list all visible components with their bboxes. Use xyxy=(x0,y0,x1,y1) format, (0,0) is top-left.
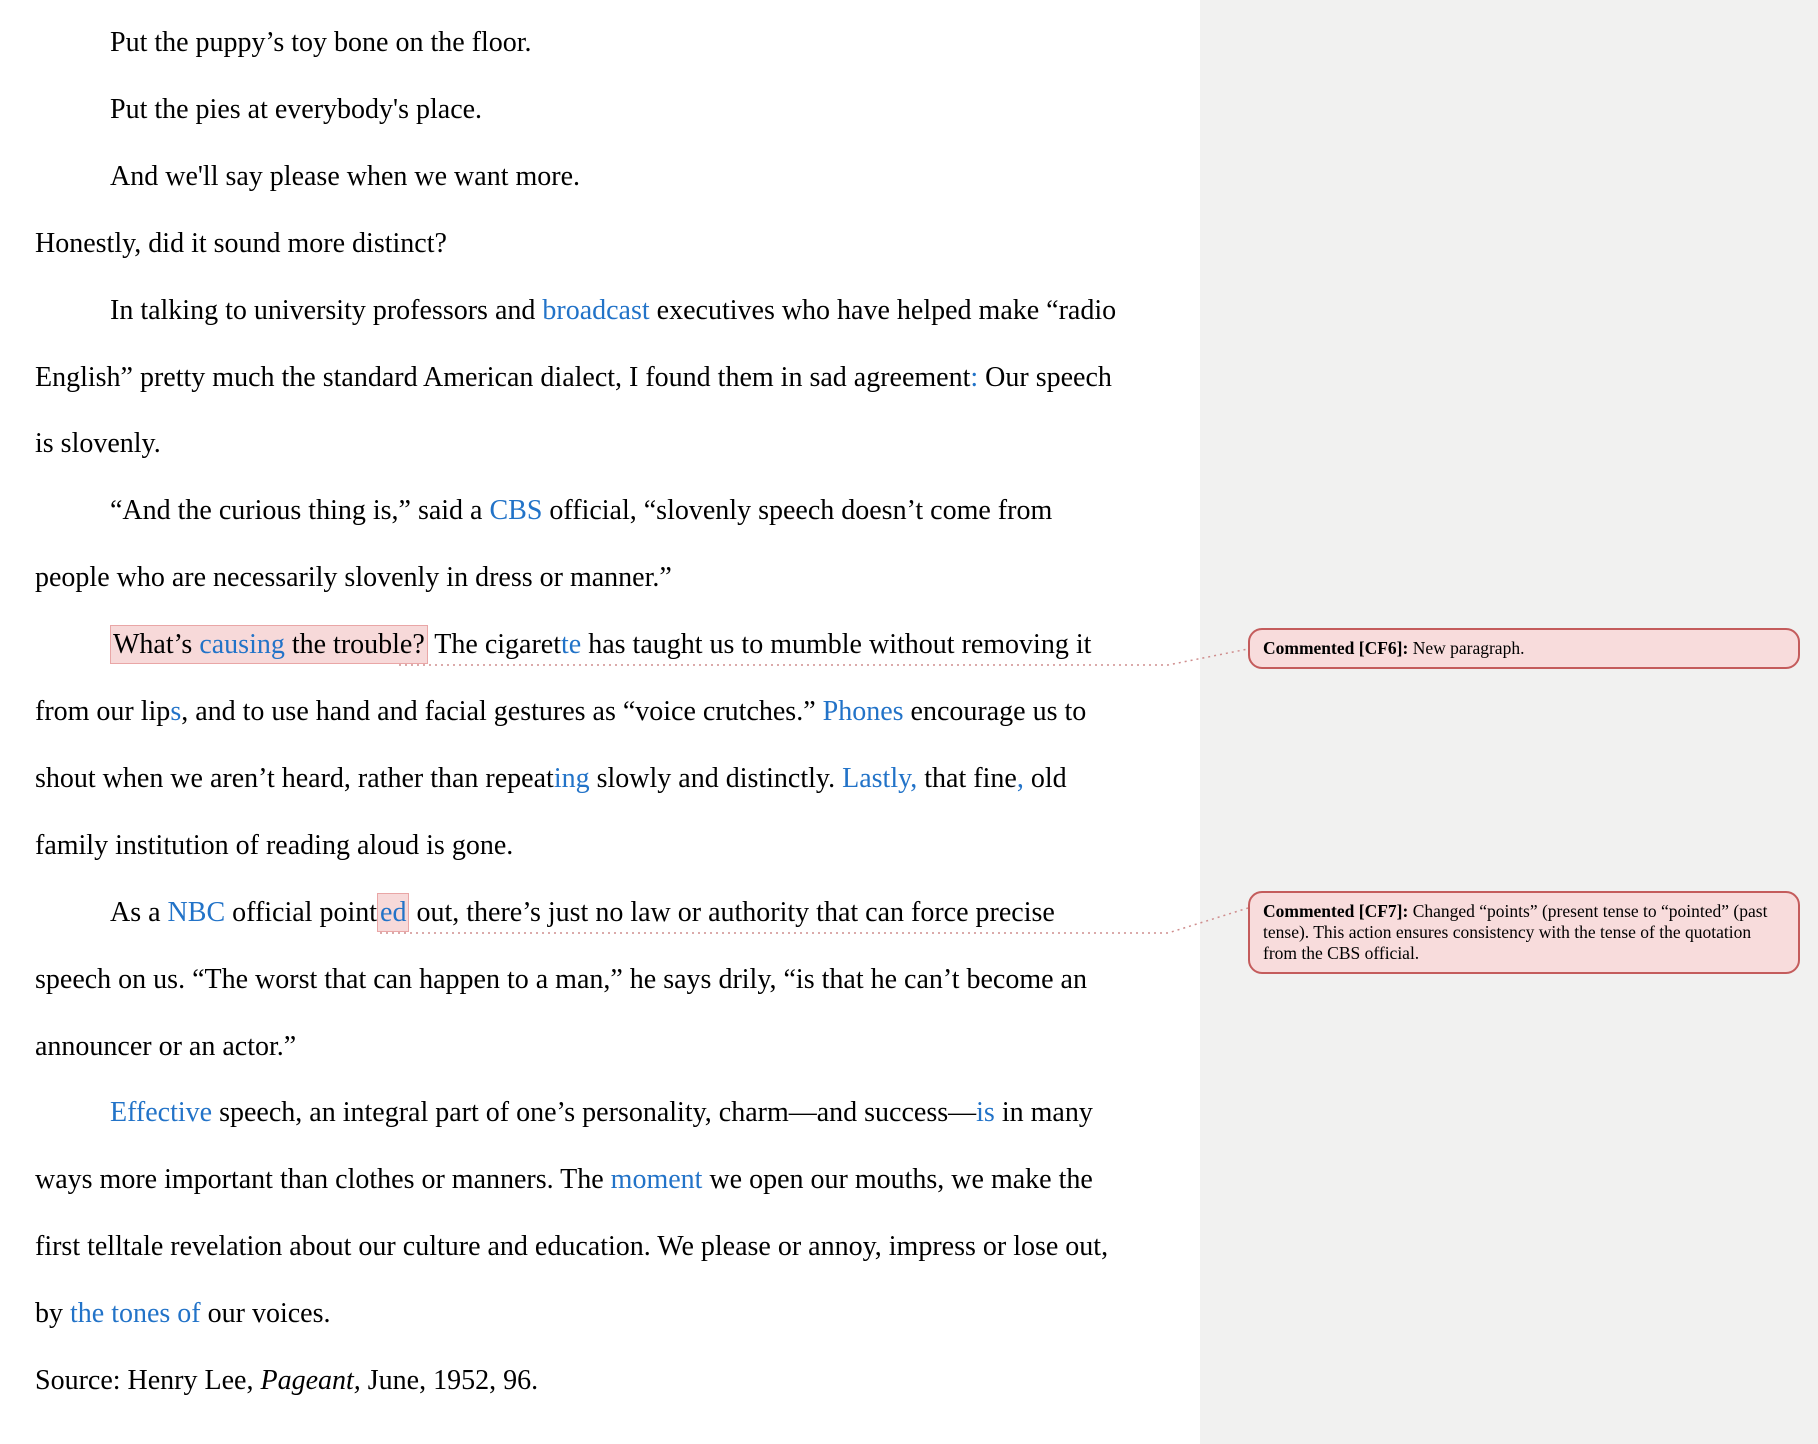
body-text: our voices. xyxy=(200,1298,331,1329)
body-text: Source: Henry Lee, xyxy=(35,1365,261,1396)
body-text: executives who have helped make “radio xyxy=(649,295,1117,326)
body-text: What’s xyxy=(113,629,200,660)
inserted-text: Effective xyxy=(110,1097,213,1128)
inserted-text: ed xyxy=(380,897,407,928)
inserted-text: : xyxy=(970,362,979,393)
body-text: The cigaret xyxy=(427,629,561,660)
body-text: “And the curious thing is,” said a xyxy=(110,495,490,526)
comment-label: Commented [CF7]: xyxy=(1263,901,1409,921)
body-text: has taught us to mumble without removing it xyxy=(581,629,1092,660)
body-text: old xyxy=(1023,763,1067,794)
body-text: ways more important than clothes or manners. The xyxy=(35,1164,611,1195)
body-text: And we'll say please when we want more. xyxy=(110,161,581,192)
inserted-text: , xyxy=(1016,763,1024,794)
text-line[interactable] xyxy=(35,558,672,598)
body-text: shout when we aren’t heard, rather than repeat xyxy=(35,763,554,794)
text-line[interactable] xyxy=(35,692,1086,732)
text-line[interactable] xyxy=(110,893,1055,933)
text-line[interactable] xyxy=(110,625,1091,665)
body-text: As a xyxy=(110,897,168,928)
text-line[interactable] xyxy=(110,23,532,63)
text-line[interactable] xyxy=(35,759,1067,799)
text-line[interactable] xyxy=(35,424,161,464)
inserted-text: is xyxy=(976,1097,995,1128)
text-line[interactable] xyxy=(35,1361,538,1401)
body-text: people who are necessarily slovenly in dress or manner.” xyxy=(35,562,672,593)
body-text: announcer or an actor.” xyxy=(35,1031,297,1062)
text-line[interactable] xyxy=(35,1227,1108,1267)
body-text: official, “slovenly speech doesn’t come from xyxy=(542,495,1053,526)
commented-text-highlight[interactable] xyxy=(377,893,409,932)
body-text: family institution of reading aloud is gone. xyxy=(35,830,514,861)
text-line[interactable] xyxy=(110,90,482,130)
text-line[interactable] xyxy=(35,960,1087,1000)
body-text: from our lip xyxy=(35,696,171,727)
inserted-text: Phones xyxy=(822,696,904,727)
body-text: Put the pies at everybody's place. xyxy=(110,94,483,125)
body-text: by xyxy=(35,1298,70,1329)
inserted-text: the tones of xyxy=(70,1298,201,1329)
text-line[interactable] xyxy=(110,1093,1093,1133)
text-line[interactable] xyxy=(35,1027,296,1067)
text-line[interactable] xyxy=(35,826,513,866)
comment-text: New paragraph. xyxy=(1408,638,1525,658)
body-text: , and to use hand and facial gestures as “voice crutches.” xyxy=(181,696,823,727)
body-text: first telltale revelation about our culture and education. We please or annoy, impress or lose out, xyxy=(35,1231,1109,1262)
body-text: English” pretty much the standard American dialect, I found them in sad agreement xyxy=(35,362,971,393)
italic-text: Pageant, xyxy=(260,1365,361,1396)
body-text: that fine xyxy=(917,763,1017,794)
body-text: the trouble? xyxy=(284,629,425,660)
inserted-text: CBS xyxy=(489,495,543,526)
text-line[interactable] xyxy=(35,358,1112,398)
text-line[interactable] xyxy=(110,491,1052,531)
inserted-text: ing xyxy=(553,763,590,794)
body-text: encourage us to xyxy=(903,696,1087,727)
inserted-text: broadcast xyxy=(542,295,650,326)
comment-text: Changed “points” (present tense to “pointed” (past tense). This action ensures consistency with the tense of the quotation from the CBS official. xyxy=(1263,901,1768,963)
comment-box-cf7[interactable] xyxy=(1248,891,1800,974)
body-text: is slovenly. xyxy=(35,428,161,459)
body-text: Honestly, did it sound more distinct? xyxy=(35,228,447,259)
text-line[interactable] xyxy=(35,1294,331,1334)
body-text: speech, an integral part of one’s personality, charm—and success— xyxy=(212,1097,977,1128)
body-text: June, 1952, 96. xyxy=(360,1365,539,1396)
body-text: slowly and distinctly. xyxy=(589,763,843,794)
inserted-text: causing xyxy=(199,629,285,660)
comment-label: Commented [CF6]: xyxy=(1263,638,1409,658)
inserted-text: NBC xyxy=(167,897,226,928)
body-text: Put the puppy’s toy bone on the floor. xyxy=(110,27,532,58)
text-line[interactable] xyxy=(110,291,1116,331)
body-text: speech on us. “The worst that can happen to a man,” he says drily, “is that he can’t become an xyxy=(35,964,1087,995)
text-line[interactable] xyxy=(35,224,447,264)
body-text: we open our mouths, we make the xyxy=(702,1164,1093,1195)
inserted-text: te xyxy=(561,629,582,660)
text-line[interactable] xyxy=(110,157,580,197)
inserted-text: moment xyxy=(610,1164,703,1195)
body-text: out, there’s just no law or authority that can force precise xyxy=(409,897,1055,928)
inserted-text: s xyxy=(170,696,182,727)
comment-box-cf6[interactable] xyxy=(1248,628,1800,669)
text-line[interactable] xyxy=(35,1160,1093,1200)
commented-text-highlight[interactable] xyxy=(110,625,428,664)
body-text: In talking to university professors and xyxy=(110,295,543,326)
body-text: official point xyxy=(225,897,378,928)
body-text: Our speech xyxy=(978,362,1112,393)
inserted-text: Lastly, xyxy=(842,763,918,794)
body-text: in many xyxy=(994,1097,1093,1128)
